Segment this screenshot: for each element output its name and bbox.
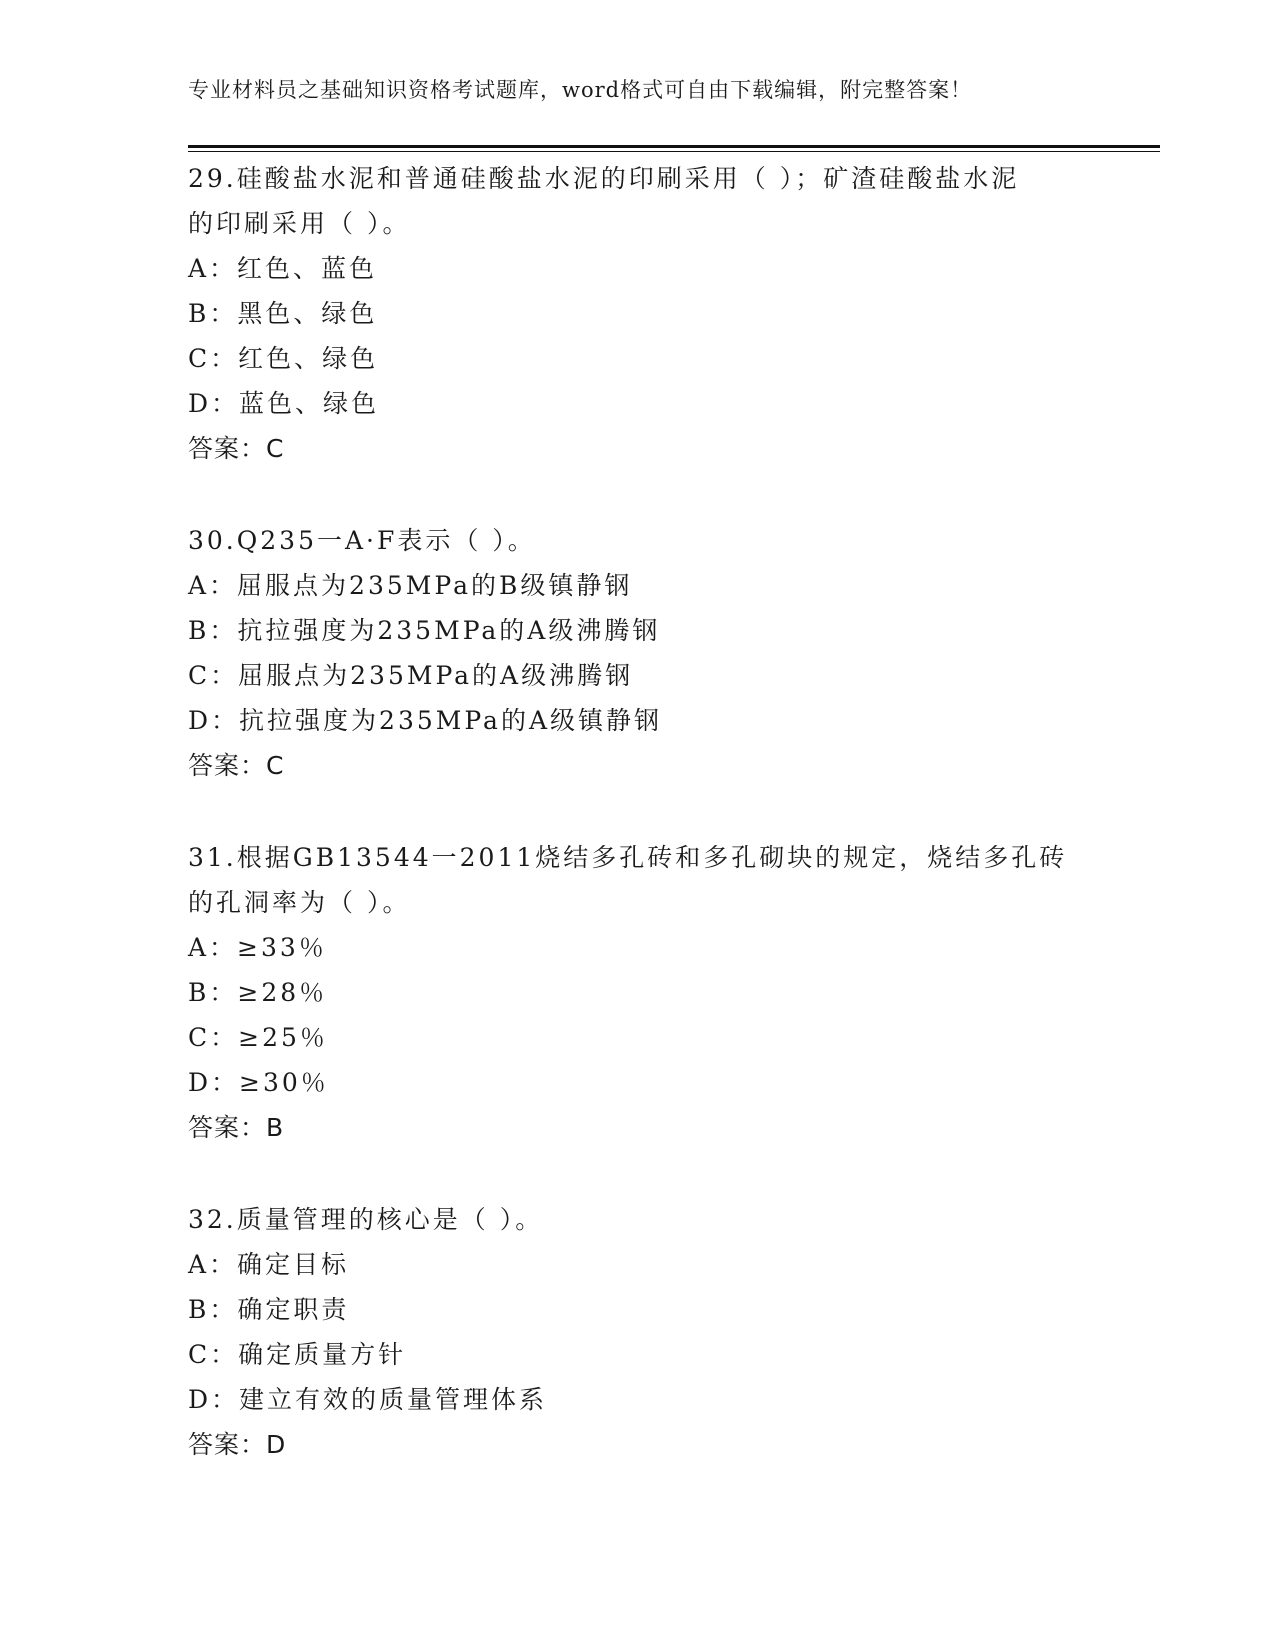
header-rule-thick <box>188 145 1160 148</box>
answer: 答案：C <box>188 751 285 780</box>
option-b: B：确定职责 <box>188 1295 350 1324</box>
stem-line: 31.根据GB13544一2011烧结多孔砖和多孔砌块的规定，烧结多孔砖 <box>188 843 1068 872</box>
option-c: C：≥25％ <box>188 1023 328 1052</box>
option-b: B：黑色、绿色 <box>188 299 378 328</box>
option-a: A：确定目标 <box>188 1250 350 1279</box>
stem-line: 32.质量管理的核心是（ ）。 <box>188 1205 544 1234</box>
stem-line: 30.Q235一A·F表示（ ）。 <box>188 526 536 555</box>
option-b: B：抗拉强度为235MPa的A级沸腾钢 <box>188 616 661 645</box>
stem-line: 29.硅酸盐水泥和普通硅酸盐水泥的印刷采用（ ）；矿渣硅酸盐水泥 <box>188 164 1020 193</box>
question-list <box>188 156 1088 1514</box>
option-a: A：红色、蓝色 <box>188 254 378 283</box>
option-a: A：屈服点为235MPa的B级镇静钢 <box>188 571 633 600</box>
page-header: 专业材料员之基础知识资格考试题库，word格式可自由下载编辑，附完整答案！ <box>188 78 973 102</box>
question-stem <box>188 835 1088 925</box>
option-d: D：≥30％ <box>188 1068 329 1097</box>
option-c: C：屈服点为235MPa的A级沸腾钢 <box>188 661 634 690</box>
option-d: D：蓝色、绿色 <box>188 389 380 418</box>
question-30 <box>188 518 1088 789</box>
option-b: B：≥28％ <box>188 978 328 1007</box>
question-32 <box>188 1197 1088 1468</box>
question-31 <box>188 835 1088 1151</box>
answer: 答案：B <box>188 1113 285 1142</box>
answer: 答案：C <box>188 434 285 463</box>
header-rule-thin <box>188 151 1160 152</box>
question-29 <box>188 156 1088 472</box>
option-c: C：确定质量方针 <box>188 1340 407 1369</box>
option-c: C：红色、绿色 <box>188 344 379 373</box>
option-a: A：≥33％ <box>188 933 327 962</box>
question-stem <box>188 518 1088 563</box>
stem-line: 的印刷采用（ ）。 <box>188 209 411 238</box>
stem-line: 的孔洞率为（ ）。 <box>188 888 411 917</box>
question-stem <box>188 156 1088 246</box>
option-d: D：建立有效的质量管理体系 <box>188 1385 548 1414</box>
option-d: D：抗拉强度为235MPa的A级镇静钢 <box>188 706 663 735</box>
answer: 答案：D <box>188 1430 287 1459</box>
question-stem <box>188 1197 1088 1242</box>
